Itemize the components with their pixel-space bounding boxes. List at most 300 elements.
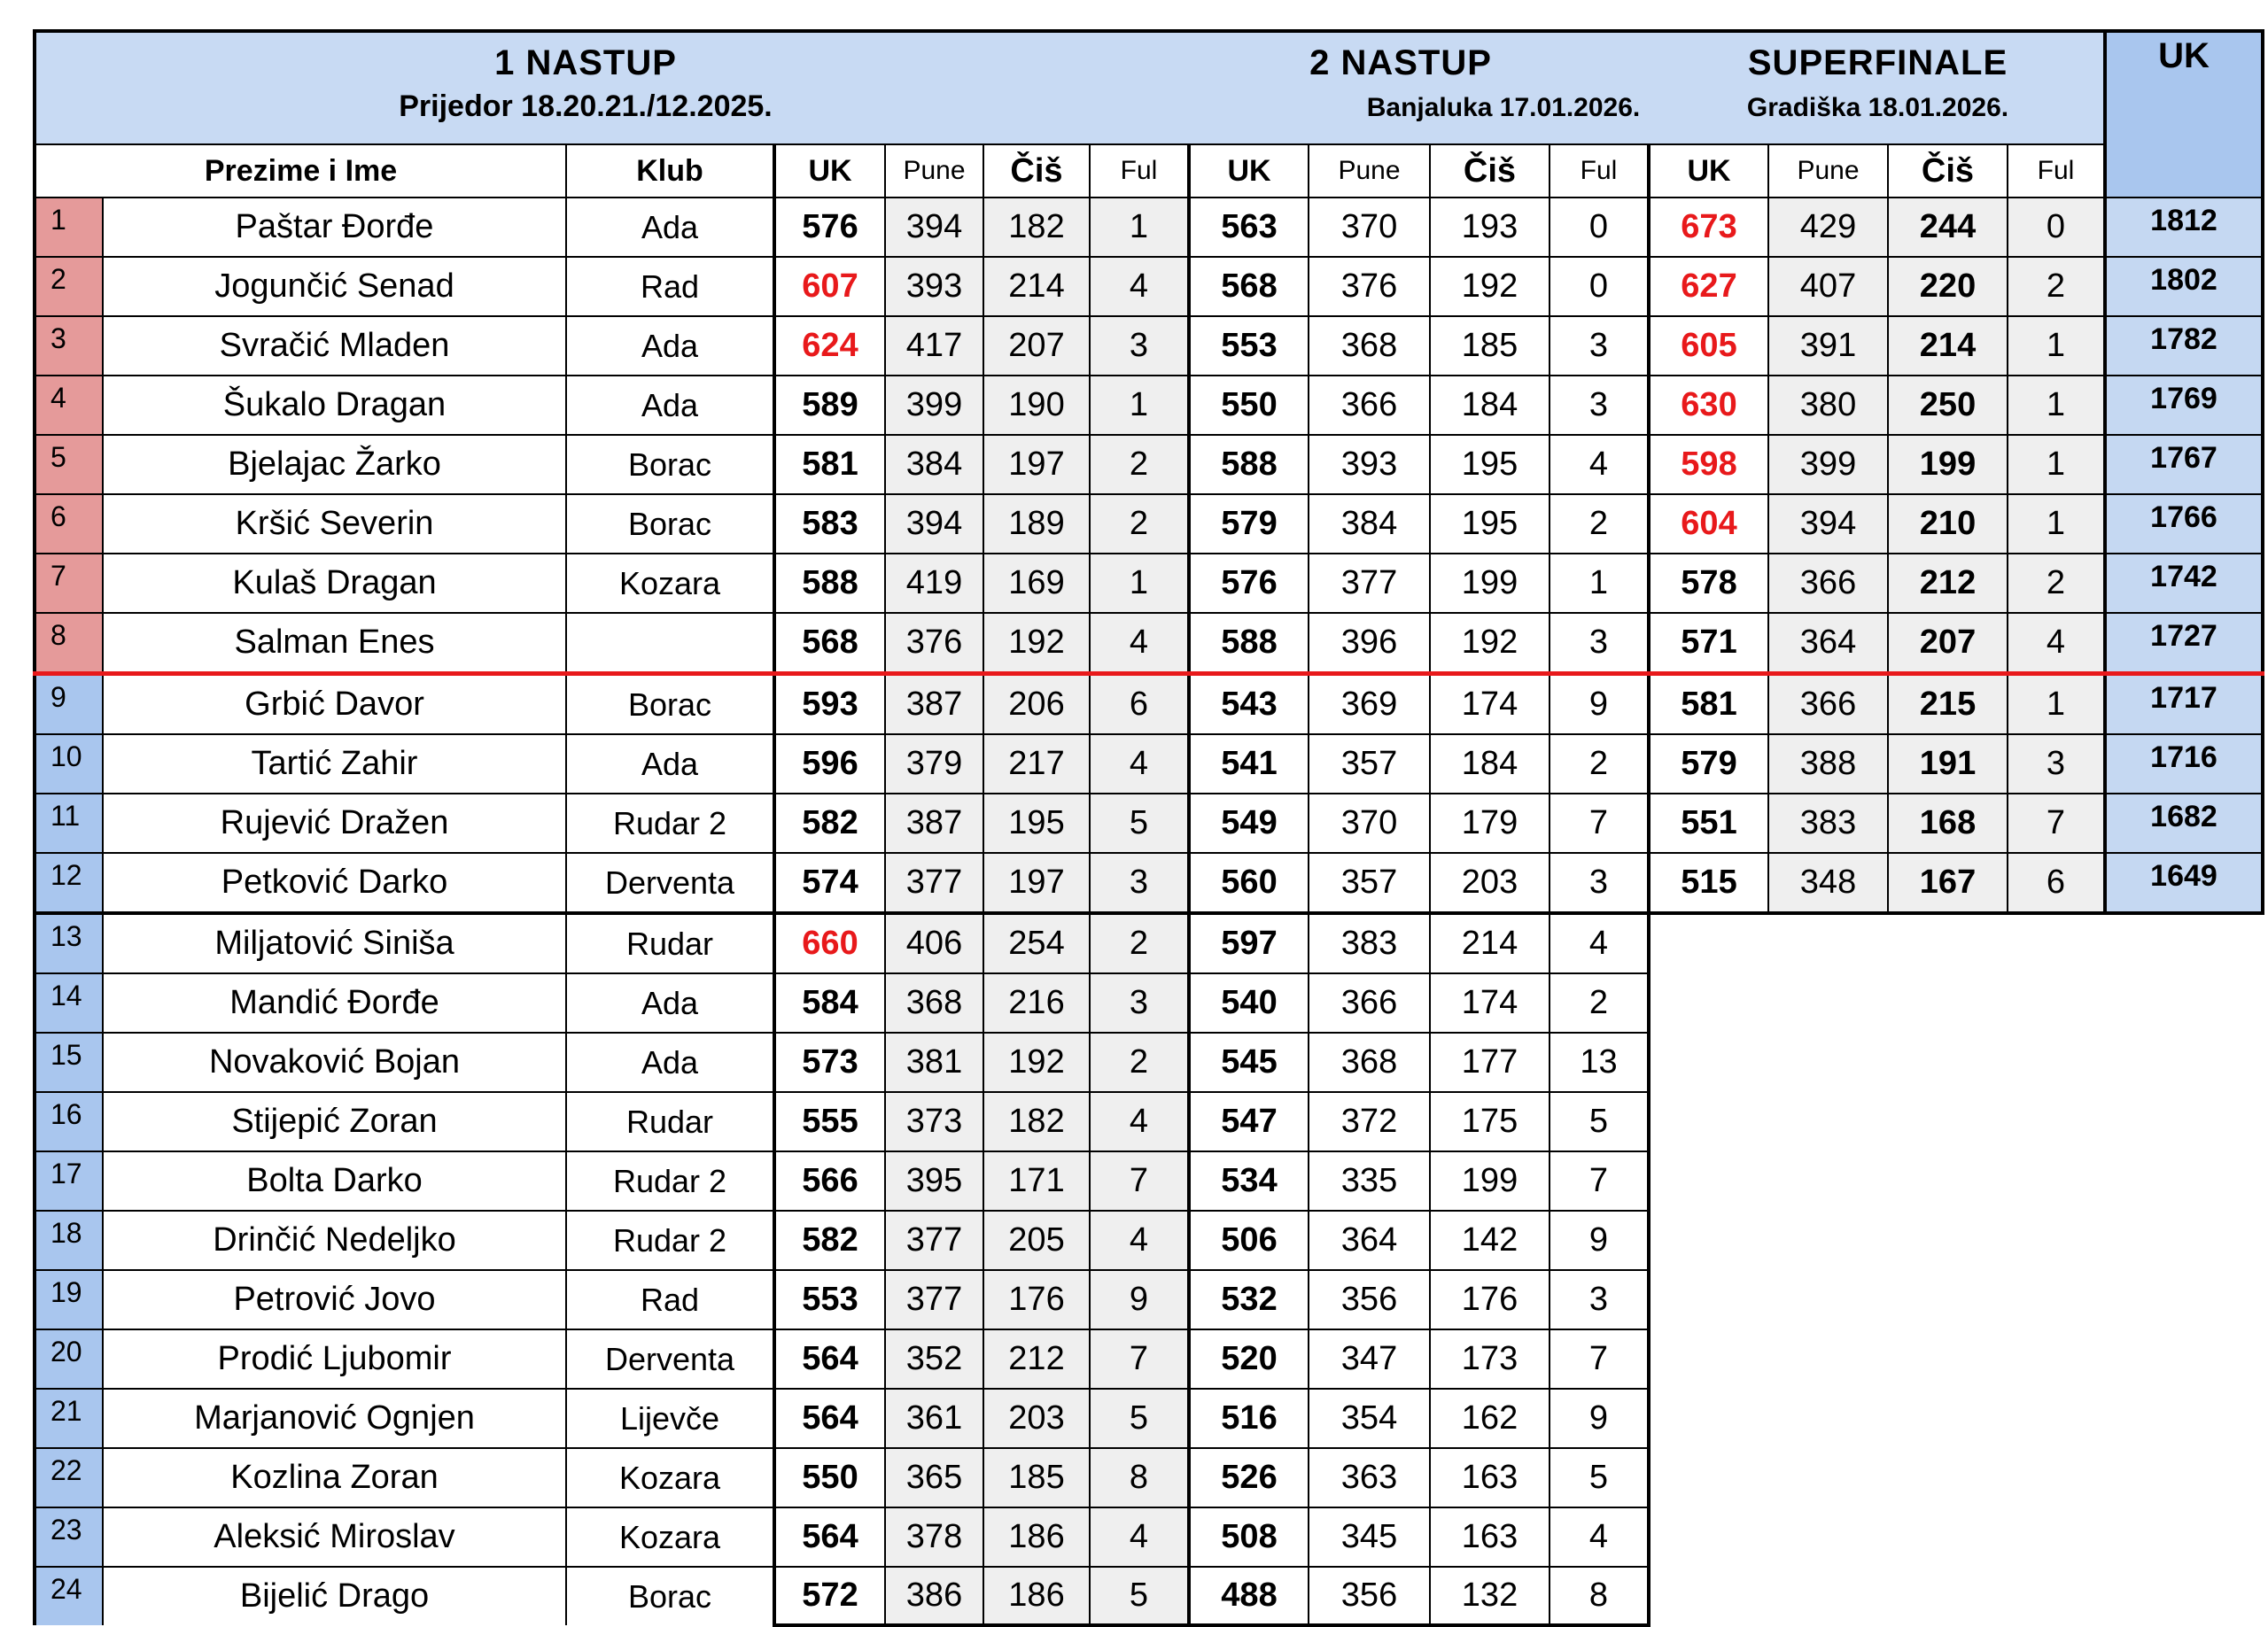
n2-uk: 488 xyxy=(1189,1567,1309,1625)
sf-ful: 1 xyxy=(2008,376,2105,435)
rank-cell: 4 xyxy=(35,376,103,435)
empty-area xyxy=(1649,1448,2263,1507)
n2-pune: 383 xyxy=(1309,913,1430,973)
club-name: Derventa xyxy=(566,853,774,913)
n1-pune: 387 xyxy=(885,794,983,853)
n1-ful: 9 xyxy=(1090,1270,1189,1329)
n1-pune: 361 xyxy=(885,1389,983,1448)
sf-pune: 399 xyxy=(1768,435,1888,494)
club-name: Rudar 2 xyxy=(566,794,774,853)
col-n2-ful-header: Ful xyxy=(1550,144,1649,198)
n1-ful: 6 xyxy=(1090,674,1189,735)
n1-cis: 176 xyxy=(983,1270,1090,1329)
sf-cis: 212 xyxy=(1888,554,2008,613)
n1-cis: 207 xyxy=(983,316,1090,376)
n1-pune: 419 xyxy=(885,554,983,613)
n2-pune: 393 xyxy=(1309,435,1430,494)
player-name: Marjanović Ognjen xyxy=(103,1389,566,1448)
rank-cell: 10 xyxy=(35,734,103,794)
n1-ful: 2 xyxy=(1090,1033,1189,1092)
n1-cis: 217 xyxy=(983,734,1090,794)
player-name: Bolta Darko xyxy=(103,1151,566,1211)
player-name: Šukalo Dragan xyxy=(103,376,566,435)
sf-ful: 1 xyxy=(2008,674,2105,735)
club-name: Kozara xyxy=(566,1507,774,1567)
n2-ful: 9 xyxy=(1550,1211,1649,1270)
n2-pune: 357 xyxy=(1309,734,1430,794)
sf-ful: 7 xyxy=(2008,794,2105,853)
n1-uk: 550 xyxy=(774,1448,885,1507)
total-score: 1717 xyxy=(2105,674,2263,735)
n1-cis: 216 xyxy=(983,973,1090,1033)
empty-area xyxy=(1649,1092,2263,1151)
rank-cell: 7 xyxy=(35,554,103,613)
n1-uk: 555 xyxy=(774,1092,885,1151)
n2-uk: 526 xyxy=(1189,1448,1309,1507)
n2-uk: 516 xyxy=(1189,1389,1309,1448)
n2-uk: 579 xyxy=(1189,494,1309,554)
sf-cis: 214 xyxy=(1888,316,2008,376)
superfinale-location-date: Gradiška 18.01.2026. xyxy=(1746,93,2009,122)
n2-pune: 356 xyxy=(1309,1567,1430,1625)
table-row xyxy=(35,257,2263,316)
col-sf-pune-header: Pune xyxy=(1768,144,1888,198)
club-name: Rudar 2 xyxy=(566,1151,774,1211)
table-row xyxy=(35,554,2263,613)
sf-cis: 167 xyxy=(1888,853,2008,913)
n2-ful: 4 xyxy=(1550,1507,1649,1567)
sf-cis: 250 xyxy=(1888,376,2008,435)
player-name: Paštar Đorđe xyxy=(103,198,566,257)
player-name: Petrović Jovo xyxy=(103,1270,566,1329)
n2-cis: 163 xyxy=(1430,1448,1550,1507)
total-score: 1682 xyxy=(2105,794,2263,853)
nastup1-header xyxy=(35,31,1492,144)
n2-pune: 335 xyxy=(1309,1151,1430,1211)
n2-pune: 366 xyxy=(1309,376,1430,435)
n2-uk: 568 xyxy=(1189,257,1309,316)
table-row xyxy=(35,494,2263,554)
sf-pune: 366 xyxy=(1768,674,1888,735)
empty-area xyxy=(1649,1151,2263,1211)
nastup2-location-date: Banjaluka 17.01.2026. xyxy=(1366,93,1641,122)
rank-cell: 6 xyxy=(35,494,103,554)
club-name: Borac xyxy=(566,435,774,494)
table-row xyxy=(35,1567,2263,1625)
col-n2-pune-header: Pune xyxy=(1309,144,1430,198)
n1-ful: 7 xyxy=(1090,1329,1189,1389)
table-row xyxy=(35,435,2263,494)
n1-ful: 8 xyxy=(1090,1448,1189,1507)
sf-cis: 191 xyxy=(1888,734,2008,794)
club-name: Rad xyxy=(566,1270,774,1329)
col-n1-uk-header: UK xyxy=(774,144,885,198)
empty-area xyxy=(1649,1211,2263,1270)
n1-pune: 394 xyxy=(885,494,983,554)
sf-cis: 220 xyxy=(1888,257,2008,316)
n1-pune: 393 xyxy=(885,257,983,316)
player-name: Stijepić Zoran xyxy=(103,1092,566,1151)
rank-cell: 13 xyxy=(35,913,103,973)
n2-ful: 1 xyxy=(1550,554,1649,613)
player-name: Novaković Bojan xyxy=(103,1033,566,1092)
total-score: 1802 xyxy=(2105,257,2263,316)
total-header: UK xyxy=(2105,31,2263,198)
sf-ful: 2 xyxy=(2008,554,2105,613)
n2-cis: 199 xyxy=(1430,554,1550,613)
n2-uk: 563 xyxy=(1189,198,1309,257)
n1-uk: 593 xyxy=(774,674,885,735)
n2-pune: 368 xyxy=(1309,1033,1430,1092)
n1-ful: 2 xyxy=(1090,913,1189,973)
n2-cis: 176 xyxy=(1430,1270,1550,1329)
nastup1-location-date: Prijedor 18.20.21./12.2025. xyxy=(399,89,773,123)
n1-pune: 352 xyxy=(885,1329,983,1389)
nastup1-title: 1 NASTUP xyxy=(494,43,677,82)
n1-cis: 189 xyxy=(983,494,1090,554)
n2-uk: 545 xyxy=(1189,1033,1309,1092)
sf-ful: 6 xyxy=(2008,853,2105,913)
total-score: 1812 xyxy=(2105,198,2263,257)
player-name: Tartić Zahir xyxy=(103,734,566,794)
rank-cell: 1 xyxy=(35,198,103,257)
sf-pune: 394 xyxy=(1768,494,1888,554)
sf-ful: 4 xyxy=(2008,613,2105,674)
table-row xyxy=(35,734,2263,794)
n1-uk: 582 xyxy=(774,1211,885,1270)
rank-cell: 19 xyxy=(35,1270,103,1329)
col-name-header: Prezime i Ime xyxy=(35,144,566,198)
total-score: 1767 xyxy=(2105,435,2263,494)
n1-pune: 386 xyxy=(885,1567,983,1625)
n2-pune: 370 xyxy=(1309,794,1430,853)
club-name: Ada xyxy=(566,1033,774,1092)
n2-uk: 553 xyxy=(1189,316,1309,376)
n1-ful: 4 xyxy=(1090,613,1189,674)
n1-cis: 214 xyxy=(983,257,1090,316)
n1-cis: 205 xyxy=(983,1211,1090,1270)
table-row xyxy=(35,1507,2263,1567)
player-name: Grbić Davor xyxy=(103,674,566,735)
n1-pune: 406 xyxy=(885,913,983,973)
n1-pune: 379 xyxy=(885,734,983,794)
n1-cis: 254 xyxy=(983,913,1090,973)
sf-cis: 207 xyxy=(1888,613,2008,674)
player-name: Salman Enes xyxy=(103,613,566,674)
empty-area xyxy=(1649,1389,2263,1448)
player-name: Prodić Ljubomir xyxy=(103,1329,566,1389)
sf-ful: 1 xyxy=(2008,494,2105,554)
n2-ful: 3 xyxy=(1550,376,1649,435)
rank-cell: 20 xyxy=(35,1329,103,1389)
n2-uk: 543 xyxy=(1189,674,1309,735)
n1-cis: 182 xyxy=(983,1092,1090,1151)
sf-pune: 380 xyxy=(1768,376,1888,435)
n1-uk: 607 xyxy=(774,257,885,316)
player-name: Rujević Dražen xyxy=(103,794,566,853)
n2-pune: 363 xyxy=(1309,1448,1430,1507)
n1-pune: 378 xyxy=(885,1507,983,1567)
n2-uk: 541 xyxy=(1189,734,1309,794)
standings-sheet xyxy=(33,29,2264,1627)
sf-uk: 673 xyxy=(1649,198,1768,257)
player-name: Miljatović Siniša xyxy=(103,913,566,973)
n2-ful: 5 xyxy=(1550,1448,1649,1507)
n2-uk: 588 xyxy=(1189,613,1309,674)
n1-pune: 399 xyxy=(885,376,983,435)
player-name: Drinčić Nedeljko xyxy=(103,1211,566,1270)
n2-cis: 132 xyxy=(1430,1567,1550,1625)
table-row xyxy=(35,674,2263,735)
total-score: 1716 xyxy=(2105,734,2263,794)
sf-cis: 168 xyxy=(1888,794,2008,853)
n1-pune: 417 xyxy=(885,316,983,376)
n1-ful: 1 xyxy=(1090,198,1189,257)
n1-pune: 376 xyxy=(885,613,983,674)
col-club-header: Klub xyxy=(566,144,774,198)
rank-cell: 15 xyxy=(35,1033,103,1092)
n1-ful: 4 xyxy=(1090,734,1189,794)
rank-cell: 23 xyxy=(35,1507,103,1567)
rank-cell: 3 xyxy=(35,316,103,376)
n1-ful: 4 xyxy=(1090,1211,1189,1270)
club-name: Derventa xyxy=(566,1329,774,1389)
n1-cis: 186 xyxy=(983,1507,1090,1567)
n1-ful: 3 xyxy=(1090,316,1189,376)
player-name: Kulaš Dragan xyxy=(103,554,566,613)
n1-uk: 588 xyxy=(774,554,885,613)
n1-cis: 192 xyxy=(983,1033,1090,1092)
total-score: 1766 xyxy=(2105,494,2263,554)
n1-cis: 171 xyxy=(983,1151,1090,1211)
rank-cell: 12 xyxy=(35,853,103,913)
sf-ful: 3 xyxy=(2008,734,2105,794)
n2-ful: 3 xyxy=(1550,613,1649,674)
n1-ful: 4 xyxy=(1090,1092,1189,1151)
table-row xyxy=(35,973,2263,1033)
sf-pune: 383 xyxy=(1768,794,1888,853)
superfinale-header xyxy=(1649,31,2105,144)
club-name: Ada xyxy=(566,316,774,376)
n2-ful: 8 xyxy=(1550,1567,1649,1625)
nastup2-header xyxy=(1309,31,1649,144)
n1-uk: 583 xyxy=(774,494,885,554)
n1-pune: 394 xyxy=(885,198,983,257)
n2-cis: 179 xyxy=(1430,794,1550,853)
total-score: 1769 xyxy=(2105,376,2263,435)
n2-pune: 364 xyxy=(1309,1211,1430,1270)
club-name: Rudar xyxy=(566,913,774,973)
col-sf-cis-header: Čiš xyxy=(1888,144,2008,198)
sf-uk: 627 xyxy=(1649,257,1768,316)
n1-ful: 2 xyxy=(1090,494,1189,554)
col-sf-uk-header: UK xyxy=(1649,144,1768,198)
n1-uk: 564 xyxy=(774,1507,885,1567)
n1-cis: 197 xyxy=(983,435,1090,494)
empty-area xyxy=(1649,1507,2263,1567)
rank-cell: 11 xyxy=(35,794,103,853)
n1-pune: 395 xyxy=(885,1151,983,1211)
n1-ful: 3 xyxy=(1090,973,1189,1033)
n1-uk: 589 xyxy=(774,376,885,435)
n1-ful: 3 xyxy=(1090,853,1189,913)
table-row xyxy=(35,1448,2263,1507)
n1-cis: 186 xyxy=(983,1567,1090,1625)
sf-cis: 215 xyxy=(1888,674,2008,735)
table-row xyxy=(35,1270,2263,1329)
rank-cell: 14 xyxy=(35,973,103,1033)
empty-area xyxy=(1649,1567,2263,1625)
n1-pune: 384 xyxy=(885,435,983,494)
club-name: Kozara xyxy=(566,554,774,613)
rank-cell: 5 xyxy=(35,435,103,494)
sf-uk: 581 xyxy=(1649,674,1768,735)
n1-ful: 1 xyxy=(1090,376,1189,435)
rank-cell: 24 xyxy=(35,1567,103,1625)
standings-table xyxy=(33,29,2264,1627)
empty-area xyxy=(1649,1033,2263,1092)
n1-uk: 596 xyxy=(774,734,885,794)
n1-ful: 2 xyxy=(1090,435,1189,494)
n2-uk: 560 xyxy=(1189,853,1309,913)
n2-cis: 195 xyxy=(1430,494,1550,554)
n2-ful: 7 xyxy=(1550,1329,1649,1389)
n2-cis: 177 xyxy=(1430,1033,1550,1092)
col-n1-ful-header: Ful xyxy=(1090,144,1189,198)
n1-cis: 203 xyxy=(983,1389,1090,1448)
n2-pune: 369 xyxy=(1309,674,1430,735)
rank-cell: 16 xyxy=(35,1092,103,1151)
n1-cis: 192 xyxy=(983,613,1090,674)
rank-cell: 2 xyxy=(35,257,103,316)
n1-uk: 582 xyxy=(774,794,885,853)
player-name: Kršić Severin xyxy=(103,494,566,554)
n1-uk: 568 xyxy=(774,613,885,674)
n2-pune: 345 xyxy=(1309,1507,1430,1567)
club-name: Lijevče xyxy=(566,1389,774,1448)
rank-cell: 8 xyxy=(35,613,103,674)
total-score: 1782 xyxy=(2105,316,2263,376)
n1-uk: 573 xyxy=(774,1033,885,1092)
n2-pune: 384 xyxy=(1309,494,1430,554)
total-score: 1649 xyxy=(2105,853,2263,913)
n2-pune: 357 xyxy=(1309,853,1430,913)
n2-cis: 184 xyxy=(1430,376,1550,435)
n1-uk: 576 xyxy=(774,198,885,257)
col-sf-ful-header: Ful xyxy=(2008,144,2105,198)
n2-cis: 195 xyxy=(1430,435,1550,494)
superfinale-title: SUPERFINALE xyxy=(1747,43,2008,82)
n2-cis: 214 xyxy=(1430,913,1550,973)
table-row xyxy=(35,198,2263,257)
sf-pune: 391 xyxy=(1768,316,1888,376)
table-row xyxy=(35,1151,2263,1211)
club-name: Kozara xyxy=(566,1448,774,1507)
player-name: Bijelić Drago xyxy=(103,1567,566,1625)
rank-cell: 17 xyxy=(35,1151,103,1211)
n2-cis: 185 xyxy=(1430,316,1550,376)
player-name: Petković Darko xyxy=(103,853,566,913)
n2-uk: 508 xyxy=(1189,1507,1309,1567)
sf-uk: 515 xyxy=(1649,853,1768,913)
n2-ful: 2 xyxy=(1550,973,1649,1033)
n2-pune: 396 xyxy=(1309,613,1430,674)
table-row xyxy=(35,853,2263,913)
n2-cis: 193 xyxy=(1430,198,1550,257)
club-name: Ada xyxy=(566,376,774,435)
nastup2-title: 2 NASTUP xyxy=(1309,43,1492,82)
rank-cell: 9 xyxy=(35,674,103,735)
n1-pune: 373 xyxy=(885,1092,983,1151)
sf-cis: 210 xyxy=(1888,494,2008,554)
n2-uk: 588 xyxy=(1189,435,1309,494)
n1-cis: 212 xyxy=(983,1329,1090,1389)
n2-ful: 7 xyxy=(1550,1151,1649,1211)
n1-uk: 581 xyxy=(774,435,885,494)
rank-cell: 21 xyxy=(35,1389,103,1448)
sf-pune: 429 xyxy=(1768,198,1888,257)
n1-uk: 564 xyxy=(774,1329,885,1389)
n1-cis: 190 xyxy=(983,376,1090,435)
n2-ful: 5 xyxy=(1550,1092,1649,1151)
n2-ful: 13 xyxy=(1550,1033,1649,1092)
player-name: Jogunčić Senad xyxy=(103,257,566,316)
n1-ful: 5 xyxy=(1090,1567,1189,1625)
total-score: 1727 xyxy=(2105,613,2263,674)
sf-uk: 579 xyxy=(1649,734,1768,794)
n1-ful: 4 xyxy=(1090,257,1189,316)
n2-pune: 354 xyxy=(1309,1389,1430,1448)
col-n1-pune-header: Pune xyxy=(885,144,983,198)
n2-uk: 506 xyxy=(1189,1211,1309,1270)
n2-pune: 377 xyxy=(1309,554,1430,613)
empty-area xyxy=(1649,1329,2263,1389)
n2-pune: 347 xyxy=(1309,1329,1430,1389)
n2-pune: 370 xyxy=(1309,198,1430,257)
n2-pune: 368 xyxy=(1309,316,1430,376)
n1-cis: 197 xyxy=(983,853,1090,913)
n1-pune: 381 xyxy=(885,1033,983,1092)
n2-uk: 550 xyxy=(1189,376,1309,435)
n2-cis: 173 xyxy=(1430,1329,1550,1389)
table-row xyxy=(35,376,2263,435)
club-name: Ada xyxy=(566,734,774,794)
club-name: Ada xyxy=(566,198,774,257)
table-row xyxy=(35,1211,2263,1270)
sf-pune: 348 xyxy=(1768,853,1888,913)
club-name xyxy=(566,613,774,674)
sf-uk: 598 xyxy=(1649,435,1768,494)
sf-ful: 0 xyxy=(2008,198,2105,257)
n2-cis: 184 xyxy=(1430,734,1550,794)
table-row xyxy=(35,613,2263,674)
player-name: Mandić Đorđe xyxy=(103,973,566,1033)
sf-uk: 571 xyxy=(1649,613,1768,674)
n2-uk: 547 xyxy=(1189,1092,1309,1151)
empty-area xyxy=(1649,1270,2263,1329)
club-name: Borac xyxy=(566,674,774,735)
table-row xyxy=(35,794,2263,853)
n1-ful: 5 xyxy=(1090,794,1189,853)
club-name: Rudar 2 xyxy=(566,1211,774,1270)
table-row xyxy=(35,1092,2263,1151)
player-name: Bjelajac Žarko xyxy=(103,435,566,494)
n2-cis: 174 xyxy=(1430,674,1550,735)
n2-uk: 534 xyxy=(1189,1151,1309,1211)
table-row xyxy=(35,1389,2263,1448)
n2-uk: 540 xyxy=(1189,973,1309,1033)
club-name: Borac xyxy=(566,1567,774,1625)
